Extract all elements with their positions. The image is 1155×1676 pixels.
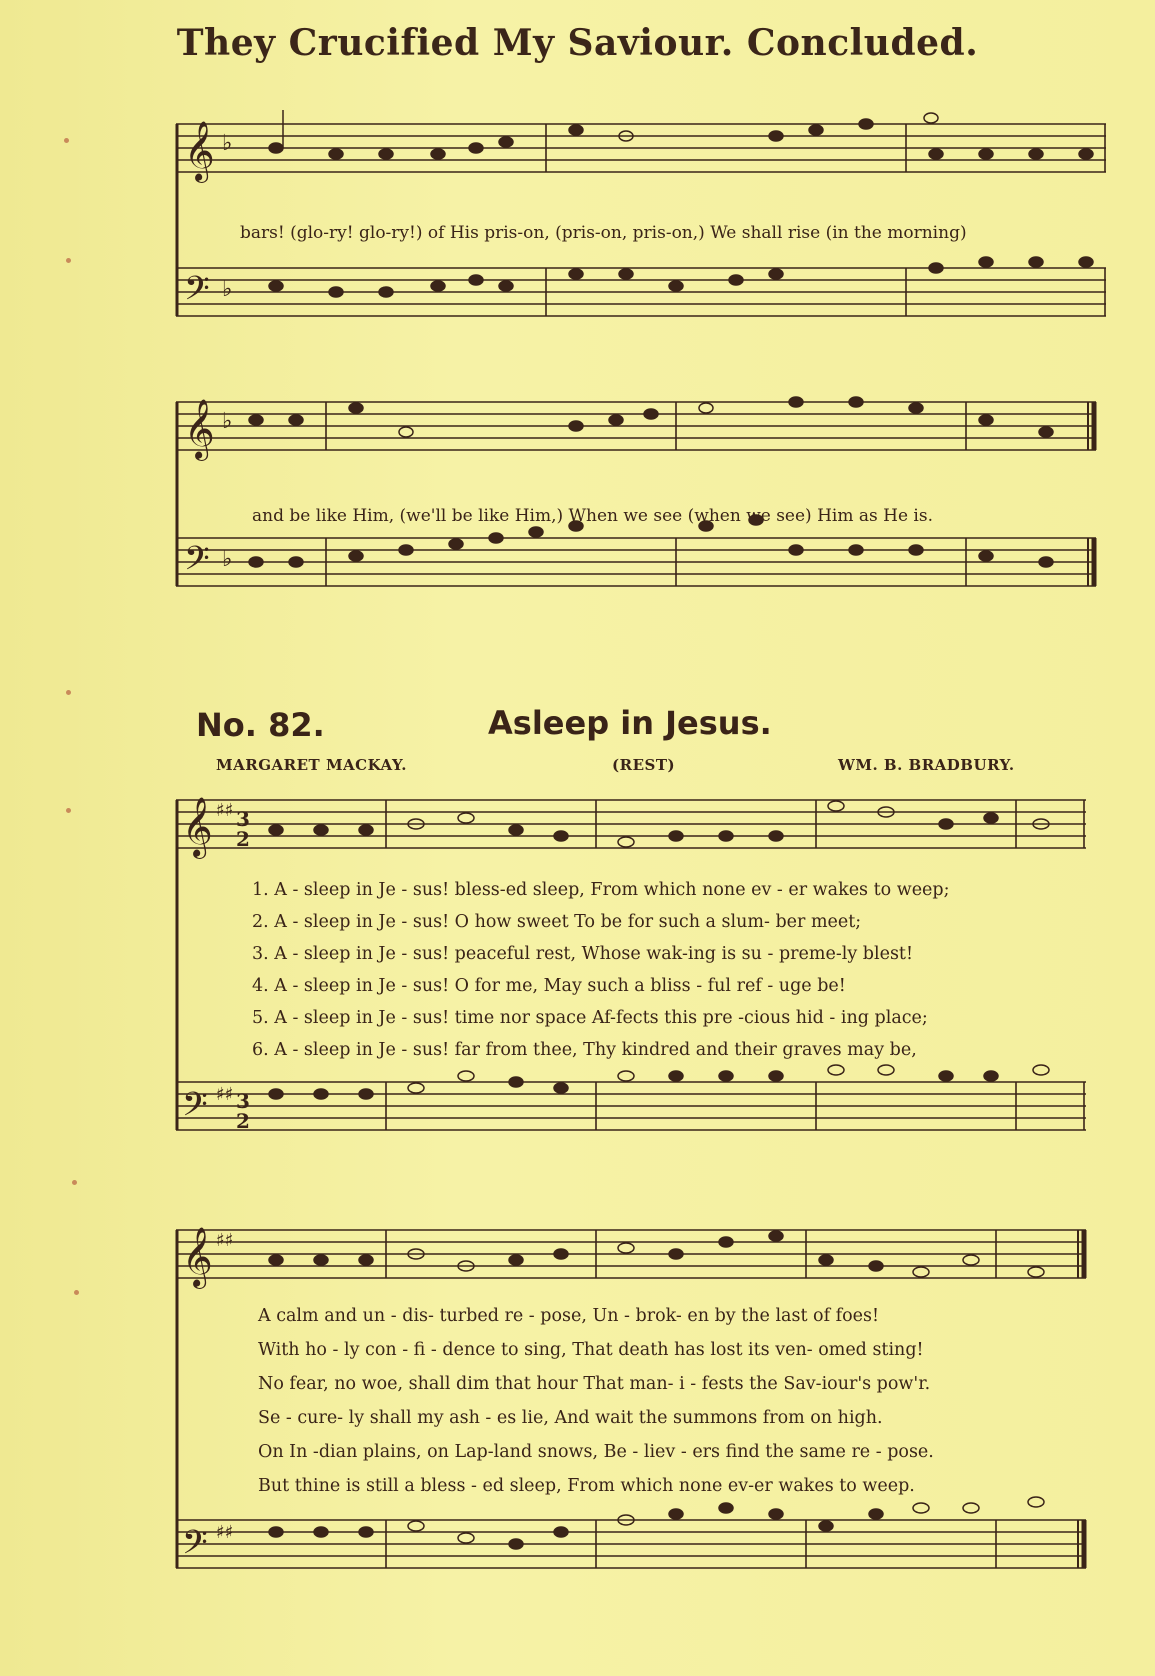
verse-line: 6. A - sleep in Je - sus! far from thee, Thy kindred and their graves may be, — [252, 1040, 917, 1060]
svg-text:♯♯: ♯♯ — [216, 800, 234, 821]
verse-line: 3. A - sleep in Je - sus! peaceful rest, Whose wak-ing is su - preme-ly blest! — [252, 944, 913, 964]
svg-text:♭: ♭ — [222, 409, 233, 434]
svg-text:𝄞: 𝄞 — [182, 1227, 213, 1287]
verse-line: With ho - ly con - fi - dence to sing, That death has lost its ven- omed sting! — [258, 1340, 924, 1360]
svg-text:♭: ♭ — [222, 131, 233, 156]
svg-text:𝄢: 𝄢 — [182, 1524, 208, 1570]
svg-text:𝄢: 𝄢 — [184, 540, 210, 586]
verse-line: On In -dian plains, on Lap-land snows, Be - liev - ers find the same re - pose. — [258, 1442, 934, 1462]
verse-line: But thine is still a bless - ed sleep, From which none ev-er wakes to weep. — [258, 1476, 915, 1496]
svg-text:3: 3 — [236, 1089, 250, 1113]
verse-line: 2. A - sleep in Je - sus! O how sweet To be for such a slum- ber meet; — [252, 912, 862, 932]
author-credit: MARGARET MACKAY. — [216, 756, 407, 774]
composer-credit: WM. B. BRADBURY. — [838, 756, 1015, 774]
page-title: They Crucified My Saviour. Concluded. — [176, 22, 979, 64]
svg-text:♯♯: ♯♯ — [216, 1084, 234, 1105]
margin-speck — [72, 1180, 77, 1185]
svg-text:2: 2 — [236, 1109, 250, 1133]
margin-speck — [66, 808, 71, 813]
svg-text:3: 3 — [236, 807, 250, 831]
svg-text:♯♯: ♯♯ — [216, 1522, 234, 1543]
music-system-2 — [176, 380, 1096, 620]
svg-text:♯♯: ♯♯ — [216, 1230, 234, 1251]
verse-line: A calm and un - dis- turbed re - pose, Un - brok- en by the last of foes! — [258, 1306, 880, 1326]
margin-speck — [66, 690, 71, 695]
margin-speck — [74, 1290, 79, 1295]
verse-line: 1. A - sleep in Je - sus! bless-ed sleep, From which none ev - er wakes to weep; — [252, 880, 950, 900]
svg-text:𝄞: 𝄞 — [184, 399, 215, 459]
music-system-3 — [176, 780, 1096, 1160]
svg-text:♭: ♭ — [222, 547, 233, 572]
lyric-line: bars! (glo-ry! glo-ry!) of His pris-on, (pris-on, pris-on,) We shall rise (in the morning) — [240, 223, 967, 243]
margin-speck — [66, 258, 71, 263]
margin-speck — [64, 138, 69, 143]
svg-text:𝄢: 𝄢 — [182, 1086, 208, 1132]
verse-line: 4. A - sleep in Je - sus! O for me, May such a bliss - ful ref - uge be! — [252, 976, 846, 996]
svg-text:𝄢: 𝄢 — [184, 270, 210, 316]
music-system-4 — [176, 1210, 1096, 1590]
svg-text:𝄞: 𝄞 — [184, 121, 215, 181]
verse-line: 5. A - sleep in Je - sus! time nor space Af-fects this pre -cious hid - ing place; — [252, 1008, 928, 1028]
hymn-title: Asleep in Jesus. — [488, 704, 772, 742]
tune-name: (REST) — [612, 756, 676, 774]
hymn-number: No. 82. — [196, 706, 325, 744]
verse-line: Se - cure- ly shall my ash - es lie, And wait the summons from on high. — [258, 1408, 883, 1428]
svg-text:2: 2 — [236, 827, 250, 851]
lyric-line: and be like Him, (we'll be like Him,) When we see (when we see) Him as He is. — [252, 506, 933, 526]
svg-text:𝄞: 𝄞 — [182, 797, 213, 857]
svg-text:♭: ♭ — [222, 277, 233, 302]
verse-line: No fear, no woe, shall dim that hour That man- i - fests the Sav-iour's pow'r. — [258, 1374, 931, 1394]
